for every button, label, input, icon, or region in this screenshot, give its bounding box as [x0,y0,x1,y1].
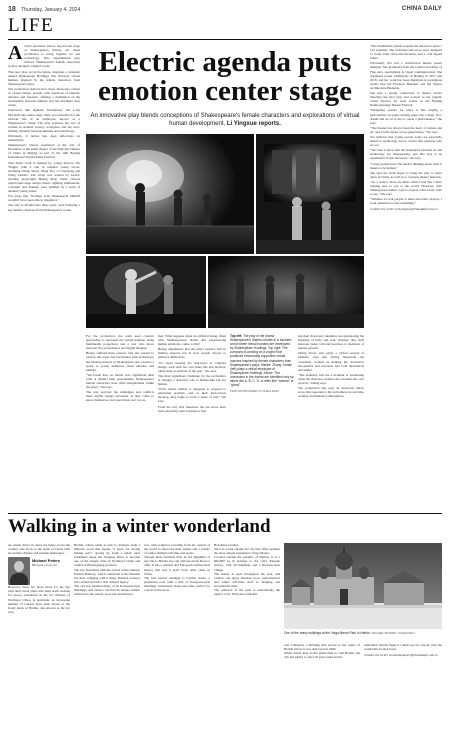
article2-column-4 [214,543,280,743]
page-info [8,6,80,13]
article1-paragraph: "The audience will see a moment of awakening when the character realizes she can make her own choices," Zhang says. [298,372,364,386]
article2-paragraph: The city flourished with the arrival of the Chinese Eastern Railway, which connected to the Russian Far East, bringing with it many Russian workers who settled and left a rich cultural legacy. [74,567,140,584]
article2-paragraph: Though these festivals may be the highlight of any trip to Harbin, the city still has much more to offer. It has a cultural and European architectural history that sets it apart from other cities in China. [144,555,210,576]
article1-paragraph: Artistic heartbeat echoes beyond the stage at Shakespeare's Sisters, the latest production to bring together art and technology. This experimental play follows Shakespeare's female characters as they navigate a digital world. [8,42,80,69]
article1-paragraph: Huang emphasizes that the play's essence isn't in finding answers but in how people choose to embrace differences. [158,347,226,360]
article1-paragraph: She says the team hopes to bring the play to more cities in China, as well as to overseas theater festivals. [370,170,442,179]
article2-column-1 [8,543,70,743]
article1-paragraph: For the production, the team used creative approaches to represent the virtual humans, using multimedia projections and a cast who move between live performance and digital imagery. [86,334,154,351]
article1-paragraph: The production also uses an electronic music score that responds to the performers in real time, creating an immersive atmosphere. [298,386,364,399]
caption-lead: Top left: [230,334,243,338]
article1-column-4 [298,334,364,509]
drop-cap: A [8,42,23,64]
article1-paragraph: "Each virtual human is designed to respond to emotional prompts, and as their interactions develop, they begin to form a sense of self," Wu says. [158,387,226,404]
article1-paragraph: The production explores how these characters, reborn as virtual beings, grapple with questions of identity, emotion and freedom, offering a meditation on the relationship between humans and the machines they create. [8,86,80,108]
article2-paragraph: The pinnacle of the park is undoubtedly the replica of St. Nicholas Cathedral. [214,588,280,597]
article1-paragraph: Previously, Wu was a well-known theater poster designer. She graduated from the Central Academy of Fine Arts, specializing in visual communication. She organized poster exhibitions in Beijing in 2017 and 2019, and her work has been displayed at prestigious events like the Florence Biennale and the Venice Architecture Biennale. [370,61,442,90]
article2-paragraph: As winter draws in, there are many across the country who flock to the north of China with its warmer climate and pristine landscapes. [8,543,70,556]
article2-paragraph: Harbin, whose name is said to originate from a Manchu word that means "a place for drying fishing nets", sprang up from a small rural settlement along the Songhua River to become one of the largest cities in Northeast China and capital of Heilongjiang province. [74,543,140,568]
article1-contact: Contact the writer at liyingxue@chinadaily.com.cn [370,207,438,212]
article1-paragraph: This new play, set in the future, imagines a company named Shakespeare Holdings that develops virtual humans inspired by the female characters from Shakespeare's plays. [8,69,80,86]
article2-paragraph: individual charms make it a must-see for anyone with the wanderlust in their heart. [364,643,442,652]
article1-paragraph: Wu believes that young people today are especially drawn to technology and to stories that question who we are. [370,134,442,148]
article1-paragraph: "As a creator, there are times when I feel like I have nothing new to say to the world. However, with Shakespeare's ladies, I get to express what I truly want to say," Wu says. [370,179,443,197]
article1-paragraph: "Whether it's real people or these electronic players, I want audiences to feel something." [370,197,442,206]
issue-date: Thursday, January 4, 2024 [21,6,81,13]
article1-column-1 [8,44,80,509]
article2-headline: Walking in a winter wonderland [8,516,271,537]
caption-text: The play of the drama Shakespeare's Sisters unfolds in a futuristic world where virtual humans are developed by Shakespeare Holdings. Top right: The company is working on a project that produces emotionally supportive virtual humans inspired by female characters from Shakespeare's plays. Middle: Zhang Yuman (left) plays a virtual employee of Shakespeare Holdings. Above: The characters in the drama are identified only by labels like A, B, C, D, or titles like "woman" or "ghost". [230,334,294,388]
article1-paragraph: "The multimedia visuals expand the theatrical space," Cui explains. The costumes and prose were designed to evoke both old-world literature and a cold digital future. [370,44,442,61]
publication-name: CHINA DAILY [401,6,442,12]
article1-column-5 [370,44,442,509]
stage-photo-illustration [86,134,364,328]
volga-manor-illustration [284,543,442,629]
article1-paragraph: The play portrays the challenges and conflicts these digital beings encounter as they come to know themselves and assert their own voices. [86,390,154,403]
volga-manor-photo [284,543,442,629]
volga-caption-text: One of the many buildings at the Volga Manor Park in Harbin. [284,631,371,635]
article1-paragraph: Huang outlined three reasons why she wanted to explore this topic: her fascination with technology, her lifelong interest in Shakespeare and a desire to speak to young audiences about emotion and identity. [86,351,154,372]
article1-column-2 [86,334,154,509]
article1-paragraph: Ultimately, it delves into deep reflections on authenticity. [8,133,80,143]
article1-column-3 [158,334,226,509]
photo-caption [230,334,294,393]
author-avatar [8,557,30,585]
byline: Li Yingxue reports. [226,121,281,127]
article2-column-6 [364,643,442,743]
author-title: Bilingual columnist [32,563,57,568]
article1-paragraph: "I hope people leave the theater thinking about what it means to be human." [370,161,442,170]
article1-paragraph: fied. What happens when an artificial being, filled with Shakespearean drama and experiencing human emotions, comes to life? [158,334,226,347]
article2-paragraph: While winter may be the prime time to visit Harbin, the city has plenty to offer all year round and its [284,651,360,660]
article1-headline: Electric agenda puts emotion center stage [98,46,352,107]
article1-paragraph: "We want to show that the boundaries between art and technology are disappearing, and this play is an experiment in that direction," she says. [370,148,442,161]
article2-paragraph: Yet it is a park outside the city that offers perhaps the most unique experience: Volga Manor. [214,547,280,556]
article2-paragraph: The best known example is Central Street, a pedestrian road with a mix of European-style buildings, restaurants, shops and cafes, perfect for a stroll in the snow. [144,575,211,593]
section-divider [8,39,442,40]
article2-paragraph: Located outside the suburbs of Harbin, it is a 600,000 sq m homage to the city's Russian history, with 30 buildings and a Russian-style village. [214,555,280,572]
article1-paragraph: "The theater has always been the heart of culture and art, and it tells stories across generations," Wu says. [370,125,442,134]
author-name: Michael Peters [32,558,61,564]
page-header [8,4,442,14]
section-title: LIFE [8,15,55,36]
article2-paragraph: The manor is open throughout the year, and visitors can enjoy Russian food, performances and winter activities such as sledging and snowmobile rides. [214,571,280,588]
article1-paragraph: ing their characters' identities and questioning the meaning of body and soul. Onstage, they shift between being cold and heartless to moments of intense passion. [298,334,364,351]
deck-text: An innovative play blends conceptions of Shakespeare's female characters and explorations of virtual human development, [90,113,360,127]
article1-paragraph: Wu jokes that "Perhaps even Shakespeare himself wouldn't have been able to imagine it." [8,194,80,203]
page-number: 18 [8,5,16,13]
volga-photo-credit: MICHAEL PETERS / CHINA DAILY [371,631,416,635]
article1-paragraph: Zhang Siwei, who plays a virtual version of Ophelia, says that during rehearsals she constantly worked on making the character's movements and reactions feel both mechanical and tender. [298,351,364,372]
article1-paragraph: "Designing posters for plays is like staging a performance on paper, turning paper into a stage. It's a dream and an art to me to create a performance," she says. [370,108,442,125]
article1-paragraph: This debut work is helmed by young director Wu Yingjie, with a cast of talented young actors, including Zhang Siwei, Wang Yao, Li Chenyang and Wang Lumiao. The script was written by award-winning playwright Huang Ying, while various aspects like stage design, music, lighting, multimedia, costumes and makeup were handled by a team of talented young artists. [8,160,80,194]
article2-paragraph: However, there are those more for the trip with their travel plans who head north looking for snowy adventures in the ice climates of Northeast China, in particular, an increasing number of tourists have been drawn to the frosty lands of Harbin, also known as the Ice City. [8,585,70,614]
stage-photo-collage [86,134,364,328]
author-box [8,557,70,585]
article2-paragraph: olas Cathedral, a building that served as the center of Harbin before it was destroyed in 1966. [284,643,360,652]
article1-paragraph: The play is divided into three parts, each featuring a key female character from Shakespeare's works. [8,203,80,212]
article-divider [8,513,442,514]
article2-column-5 [284,643,360,743]
article1-deck [90,112,360,128]
article1-paragraph: Characters like Ophelia, Desdemona and Lady Macbeth take center stage. They are reinvented for the 24-hour life of an employee, known as a Shakespeare's Sister. The play explores the role of women in modern society, workplace and the ever-shifting dynamic between humans and technology. [8,108,80,133]
article2-paragraph: tors, with sculptors traveling from all corners of the world to showcase their talents and a variety of winter-themed activities and sports. [144,543,210,556]
article1-paragraph: Shakespeare's Sisters premiered at the end of December at the small theater of the National Theater of China in Beijing as part of the 10th Beijing International Youth Drama Festival. [8,143,80,160]
article2-paragraph: Byzantine facades. [214,543,239,547]
article2-column-3 [144,543,210,743]
article2-contact: Contact the writer at michaelpeters@chinadaily.com.cn [364,653,438,658]
article1-paragraph: From the very first rehearsal, the six actors have been exploring what it means to feel. [158,404,226,413]
article1-paragraph: The most significant challenge for the performers is shaping a character who is human-like but not human. [158,373,226,387]
article1-paragraph: "We found that, no matter how significant their roles or distinct their personalities, Shakespeare's female characters were often marginalized within the plays," she says. [86,372,154,390]
photo-credit: PHOTOS PROVIDED TO CHINA DAILY [230,389,280,394]
volga-photo-caption [284,631,442,635]
article2-column-2 [74,543,140,743]
article1-paragraph: She had a strong connection to theater before directing her first play and worked as the graphic visual director for such events as the Beijing Nanluoguxiang Theater Festival. [370,91,442,108]
article1-paragraph: "It's about treating the characters as complex beings, each with her own inner life and motives, rather than as symbols of the past," she says. [158,360,226,373]
article2-paragraph: The city has retained many of its European-style buildings, and visitors can find its unique culture reflected in the streets, food and architecture. [74,583,140,597]
